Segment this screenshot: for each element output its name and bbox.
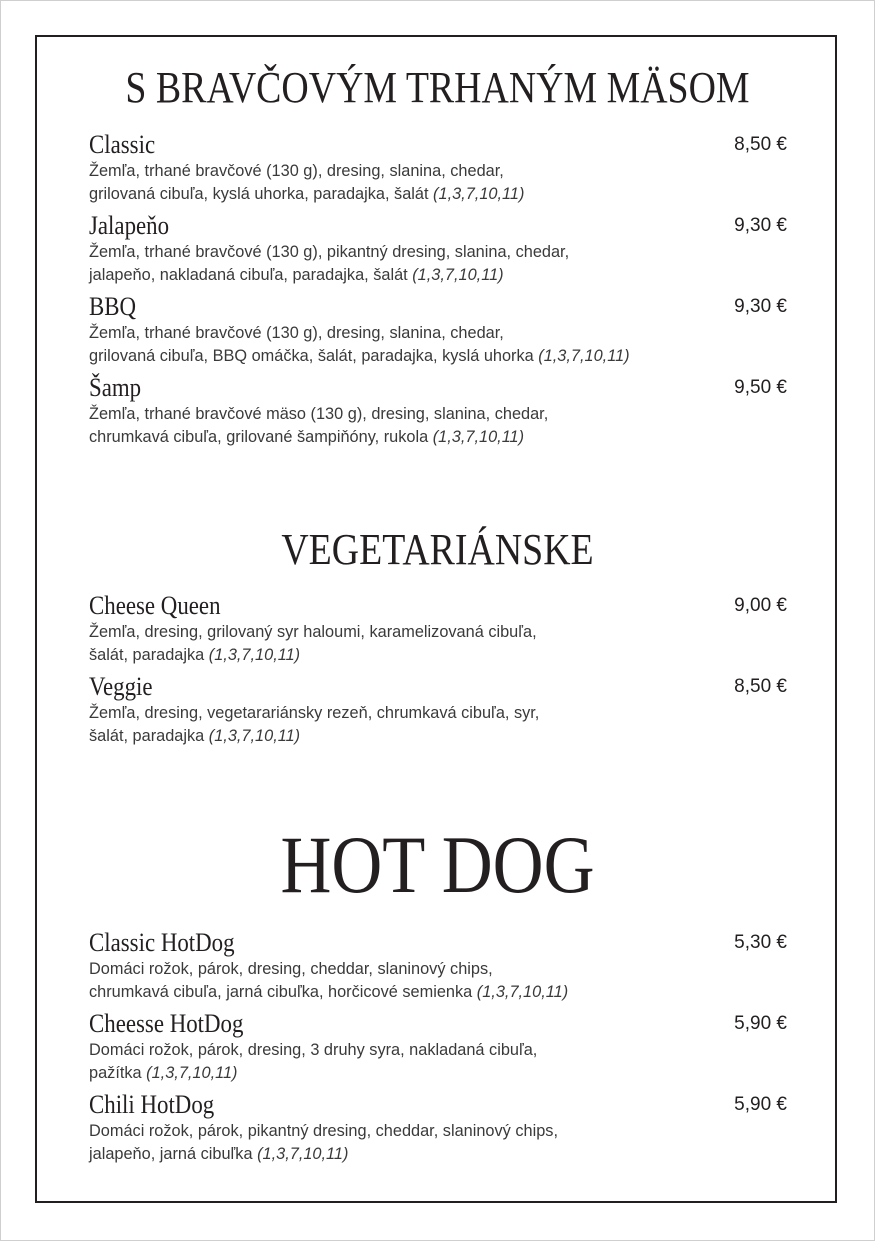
item-name: Chili HotDog <box>89 1090 215 1119</box>
item-name: Veggie <box>89 672 153 701</box>
item-name: Classic <box>89 130 156 159</box>
item-name: Cheesse HotDog <box>89 1009 244 1038</box>
item-description: jalapeňo, nakladaná cibuľa, paradajka, šalát (1,3,7,10,11) <box>89 265 504 284</box>
item-description: šalát, paradajka (1,3,7,10,11) <box>89 645 301 664</box>
item-description: Žemľa, trhané bravčové (130 g), dresing, slanina, chedar, <box>89 323 504 342</box>
item-allergens: (1,3,7,10,11) <box>433 184 525 203</box>
item-description: Žemľa, trhané bravčové (130 g), dresing, slanina, chedar, <box>89 161 504 180</box>
item-description: grilovaná cibuľa, BBQ omáčka, šalát, paradajka, kyslá uhorka (1,3,7,10,11) <box>89 346 630 365</box>
item-price: 9,50 € <box>734 377 787 398</box>
item-allergens: (1,3,7,10,11) <box>538 346 630 365</box>
item-price: 9,30 € <box>734 215 787 236</box>
item-price: 8,50 € <box>734 676 787 697</box>
item-allergens: (1,3,7,10,11) <box>476 982 569 1001</box>
item-description: chrumkavá cibuľa, grilované šampiňóny, rukola (1,3,7,10,11) <box>89 427 525 446</box>
item-description: Žemľa, dresing, vegetarariánsky rezeň, chrumkavá cibuľa, syr, <box>89 703 540 722</box>
item-name: Classic HotDog <box>89 928 235 957</box>
item-description: Domáci rožok, párok, dresing, 3 druhy syra, nakladaná cibuľa, <box>89 1040 538 1059</box>
item-allergens: (1,3,7,10,11) <box>146 1063 238 1082</box>
item-price: 5,90 € <box>734 1013 787 1034</box>
item-name: Jalapeňo <box>89 211 170 240</box>
item-name: BBQ <box>89 292 137 321</box>
item-description: Domáci rožok, párok, dresing, cheddar, slaninový chips, <box>89 959 493 978</box>
menu-item-cheesse-hotdog <box>89 1010 789 1084</box>
item-description: Domáci rožok, párok, pikantný dresing, cheddar, slaninový chips, <box>89 1121 558 1140</box>
item-description: pažítka (1,3,7,10,11) <box>89 1063 238 1082</box>
menu-item-veggie <box>89 673 789 747</box>
menu-item-classic-hotdog <box>89 929 789 1003</box>
item-name: Šamp <box>89 373 142 402</box>
item-description: chrumkavá cibuľa, jarná cibuľka, horčicové semienka (1,3,7,10,11) <box>89 982 569 1001</box>
item-allergens: (1,3,7,10,11) <box>257 1144 349 1163</box>
item-name: Cheese Queen <box>89 591 221 620</box>
item-description: Žemľa, dresing, grilovaný syr haloumi, karamelizovaná cibuľa, <box>89 622 537 641</box>
item-description: jalapeňo, jarná cibuľka (1,3,7,10,11) <box>89 1144 349 1163</box>
item-allergens: (1,3,7,10,11) <box>208 645 301 664</box>
section-title-hotdog: HOT DOG <box>280 819 595 910</box>
item-description: Žemľa, trhané bravčové (130 g), pikantný dresing, slanina, chedar, <box>89 242 570 261</box>
section-title-vegetarian: VEGETARIÁNSKE <box>281 525 594 574</box>
item-description: šalát, paradajka (1,3,7,10,11) <box>89 726 301 745</box>
item-allergens: (1,3,7,10,11) <box>208 726 301 745</box>
section-title-pork: S BRAVČOVÝM TRHANÝM MÄSOM <box>125 63 750 112</box>
item-price: 5,30 € <box>734 932 787 953</box>
menu-item-bbq <box>89 293 789 367</box>
item-price: 8,50 € <box>734 134 787 155</box>
item-description: grilovaná cibuľa, kyslá uhorka, paradajka, šalát (1,3,7,10,11) <box>89 184 525 203</box>
item-description: Žemľa, trhané bravčové mäso (130 g), dresing, slanina, chedar, <box>89 404 549 423</box>
menu-item-samp <box>89 374 789 448</box>
item-allergens: (1,3,7,10,11) <box>412 265 504 284</box>
menu-item-chili-hotdog <box>89 1091 789 1165</box>
menu-item-cheese-queen <box>89 592 789 666</box>
item-price: 9,30 € <box>734 296 787 317</box>
item-price: 9,00 € <box>734 595 787 616</box>
item-allergens: (1,3,7,10,11) <box>432 427 525 446</box>
menu-item-jalapeno <box>89 212 789 286</box>
item-price: 5,90 € <box>734 1094 787 1115</box>
menu-item-classic <box>89 131 789 205</box>
